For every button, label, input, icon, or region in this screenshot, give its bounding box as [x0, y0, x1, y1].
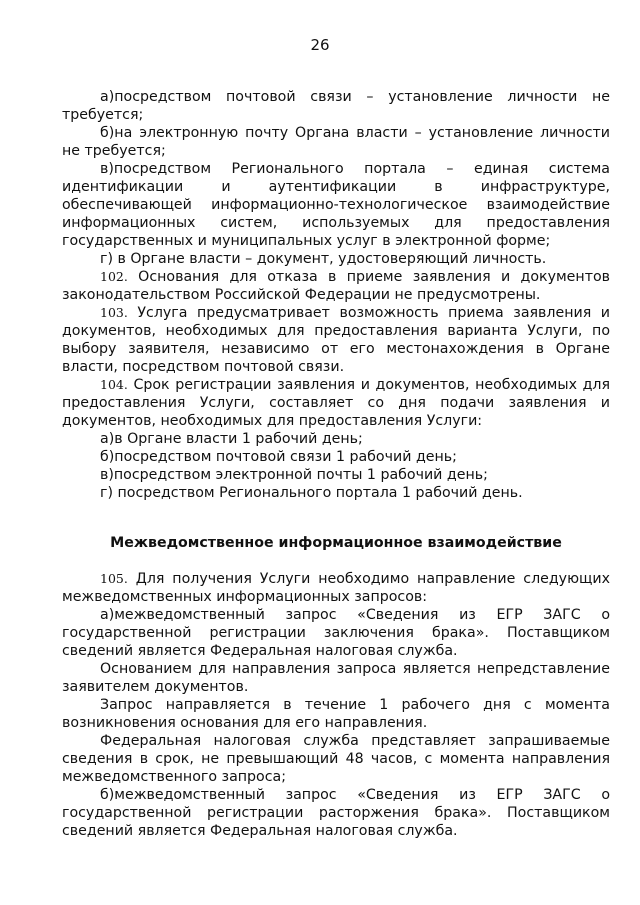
item-prefix: а)	[100, 607, 115, 623]
paragraph-text: в Органе власти 1 рабочий день;	[114, 431, 363, 447]
paragraph-item-g-portal-term	[62, 484, 610, 502]
item-prefix: а)	[100, 431, 115, 447]
paragraph-text: межведомственный запрос «Сведения из ЕГР ЗАГС о государственной регистрации заключения брака». Поставщиком сведений является Федеральная налоговая служба.	[62, 607, 610, 659]
paragraph-item-a-postal	[62, 88, 610, 124]
document-body	[62, 88, 610, 840]
paragraph-request-b	[62, 786, 610, 840]
paragraph-text: в Органе власти – документ, удостоверяющий личность.	[113, 251, 547, 267]
paragraph-item-v-portal	[62, 160, 610, 250]
paragraph-request-a	[62, 606, 610, 660]
paragraph-text: на электронную почту Органа власти – установление личности не требуется;	[62, 125, 610, 159]
paragraph-text: Услуга предусматривает возможность приема заявления и документов, необходимых для предоставления варианта Услуги, по выбору заявителя, независимо от его местонахождения в Органе власти, посредством почтовой связи.	[62, 305, 610, 375]
paragraph-text: посредством Регионального портала 1 рабочий день.	[113, 485, 523, 501]
item-prefix: г)	[100, 485, 113, 501]
page-number: 26	[310, 36, 330, 54]
paragraph-text: посредством Регионального портала – единая система идентификации и аутентификации в инфраструктуре, обеспечивающей информационно-технологическое взаимодействие информационных систем, используемых для предоставления государственных и муниципальных услуг в электронной форме;	[62, 161, 610, 249]
item-prefix: в)	[100, 161, 114, 177]
paragraph-105	[62, 570, 610, 606]
paragraph-text: посредством почтовой связи – установление личности не требуется;	[62, 89, 610, 123]
clause-number: 103.	[100, 305, 128, 320]
paragraph-104	[62, 376, 610, 430]
paragraph-text: Федеральная налоговая служба представляет запрашиваемые сведения в срок, не превышающий 48 часов, с момента направления межведомственного запроса;	[62, 733, 610, 785]
paragraph-item-g-office	[62, 250, 610, 268]
paragraph-response-term	[62, 732, 610, 786]
paragraph-item-b-postal-term	[62, 448, 610, 466]
paragraph-item-a-office-term	[62, 430, 610, 448]
item-prefix: г)	[100, 251, 113, 267]
clause-number: 104.	[100, 377, 128, 392]
section-heading: Межведомственное информационное взаимодействие	[110, 535, 562, 551]
paragraph-text: Для получения Услуги необходимо направление следующих межведомственных информационных запросов:	[62, 571, 610, 605]
item-prefix: б)	[100, 125, 115, 141]
paragraph-item-b-email	[62, 124, 610, 160]
item-prefix: б)	[100, 449, 115, 465]
item-prefix: а)	[100, 89, 115, 105]
clause-number: 105.	[100, 571, 128, 586]
item-prefix: б)	[100, 787, 115, 803]
paragraph-text: Срок регистрации заявления и документов, необходимых для предоставления Услуги, составляет со дня подачи заявления и документов, необходимых для предоставления Услуги:	[62, 377, 610, 429]
paragraph-text: межведомственный запрос «Сведения из ЕГР ЗАГС о государственной регистрации расторжения брака». Поставщиком сведений является Федеральная налоговая служба.	[62, 787, 610, 839]
paragraph-text: Запрос направляется в течение 1 рабочего дня с момента возникновения основания для его направления.	[62, 697, 610, 731]
paragraph-102	[62, 268, 610, 304]
clause-number: 102.	[100, 269, 128, 284]
paragraph-103	[62, 304, 610, 376]
item-prefix: в)	[100, 467, 114, 483]
paragraph-item-v-email-term	[62, 466, 610, 484]
paragraph-basis	[62, 660, 610, 696]
paragraph-text: Основания для отказа в приеме заявления и документов законодательством Российской Федерации не предусмотрены.	[62, 269, 610, 303]
paragraph-text: посредством электронной почты 1 рабочий день;	[113, 467, 488, 483]
paragraph-text: Основанием для направления запроса является непредставление заявителем документов.	[62, 661, 610, 695]
paragraph-request-timing	[62, 696, 610, 732]
paragraph-text: посредством почтовой связи 1 рабочий день;	[114, 449, 457, 465]
